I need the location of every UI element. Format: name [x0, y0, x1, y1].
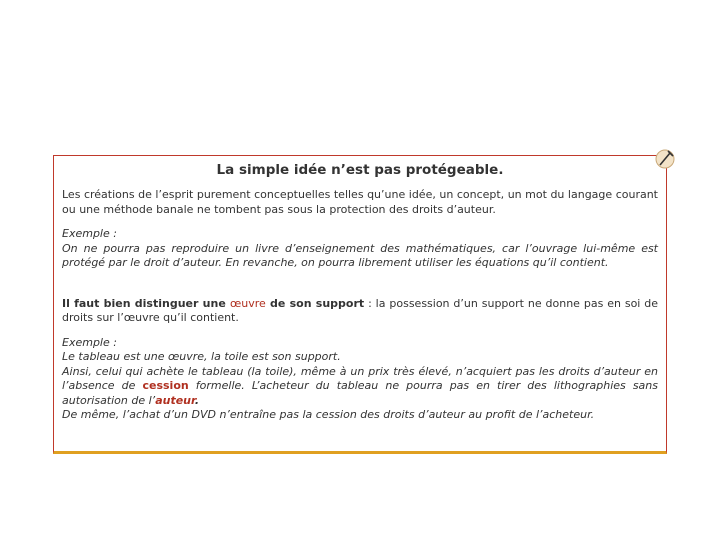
example-2-line-3: De même, l’achat d’un DVD n’entraîne pas la cession des droits d’auteur au profit de l’acheteur.	[62, 408, 595, 421]
example-2-line-1: Le tableau est une œuvre, la toile est son support.	[62, 350, 341, 363]
distinction-rest: : la possession d’un support ne donne pas en soi de droits sur l’œuvre qu’il contient.	[62, 296, 659, 324]
example-1-label: Exemple :	[62, 227, 117, 240]
auteur-term: auteur	[155, 393, 195, 407]
content-card	[53, 155, 667, 454]
card-body	[62, 188, 658, 423]
example-2-line-2-end: .	[194, 393, 200, 407]
intro-paragraph: Les créations de l’esprit purement conceptuelles telles qu’une idée, un concept, un mot du langage courant ou une méthode banale ne tombent pas sous la protection des droits d’auteur.	[62, 188, 658, 216]
distinction-bold-end: de son support	[265, 296, 365, 310]
example-2-line-2-mid: formelle. L’acheteur du tableau ne pourra pas en tirer des lithographies sans autorisation de l’	[62, 379, 658, 407]
card-title: La simple idée n’est pas protégeable.	[216, 162, 504, 178]
example-1-text: On ne pourra pas reproduire un livre d’enseignement des mathématiques, car l’ouvrage lui-même est protégé par le droit d’auteur. En revanche, on pourra librement utiliser les équations qu’il contient.	[62, 241, 658, 269]
example-2-line-2	[62, 365, 658, 409]
cession-term: cession	[142, 379, 189, 392]
distinction-paragraph	[62, 297, 658, 326]
distinction-bold-start: Il faut bien distinguer une	[62, 296, 231, 310]
example-2-line-2-start: Ainsi, celui qui achète le tableau (la toile), même à un prix très élevé, n’acquiert pas les droits d’auteur en l’absence de	[62, 364, 658, 392]
oeuvre-term: œuvre	[230, 296, 266, 310]
example-2-label: Exemple :	[62, 335, 117, 349]
